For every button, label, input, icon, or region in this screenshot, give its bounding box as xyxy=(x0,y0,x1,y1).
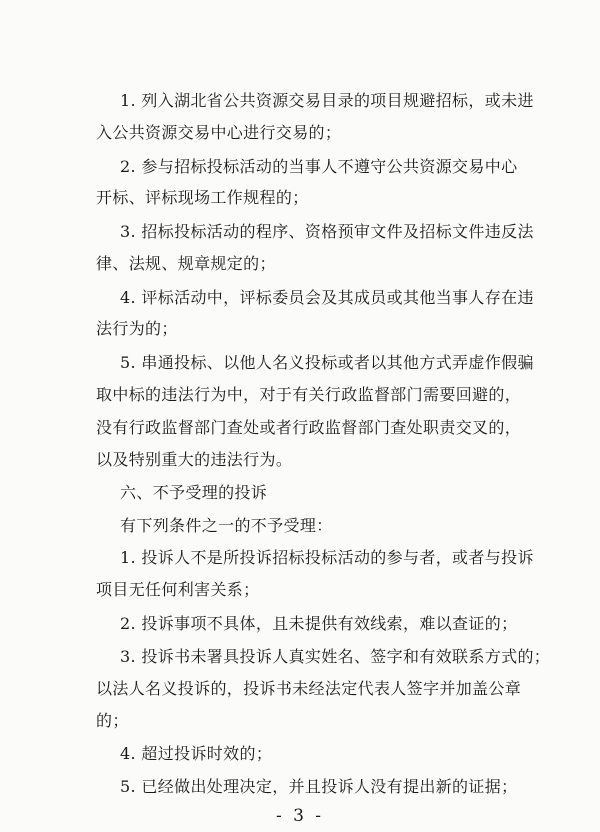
text-line: 取中标的违法行为中，对于有关行政监督部门需要回避的， xyxy=(96,385,522,404)
text-line: 1. 列入湖北省公共资源交易目录的项目规避招标，或未进 xyxy=(120,91,534,110)
text-line: 以及特别重大的违法行为。 xyxy=(96,450,293,469)
text-line: 的； xyxy=(96,711,129,730)
text-line: 入公共资源交易中心进行交易的； xyxy=(96,123,342,142)
text-line: 没有行政监督部门查处或者行政监督部门查处职责交叉的， xyxy=(96,418,522,437)
text-line: 2. 参与招标投标活动的当事人不遵守公共资源交易中心 xyxy=(120,157,518,176)
text-line: 1. 投诉人不是所投诉招标投标活动的参与者，或者与投诉 xyxy=(120,548,534,567)
text-line: 有下列条件之一的不予受理： xyxy=(120,516,333,535)
text-line: 3. 招标投标活动的程序、资格预审文件及招标文件违反法 xyxy=(120,222,534,241)
text-line: 4. 评标活动中，评标委员会及其成员或其他当事人存在违 xyxy=(120,288,534,307)
text-line: 律、法规、规章规定的； xyxy=(96,254,276,273)
text-line: 4. 超过投诉时效的； xyxy=(120,744,273,763)
section-heading: 六、不予受理的投诉 xyxy=(120,483,268,502)
page-number: - 3 - xyxy=(275,806,325,826)
text-line: 开标、评标现场工作规程的； xyxy=(96,188,309,207)
text-line: 法行为的； xyxy=(96,319,178,338)
text-line: 5. 串通投标、以他人名义投标或者以其他方式弄虚作假骗 xyxy=(120,353,534,372)
text-line: 以法人名义投诉的，投诉书未经法定代表人签字并加盖公章 xyxy=(96,679,522,698)
text-line: 2. 投诉事项不具体，且未提供有效线索，难以查证的； xyxy=(120,614,518,633)
text-line: 项目无任何利害关系； xyxy=(96,580,260,599)
text-line: 3. 投诉书未署具投诉人真实姓名、签字和有效联系方式的； xyxy=(120,647,551,666)
text-line: 5. 已经做出处理决定，并且投诉人没有提出新的证据； xyxy=(120,777,518,796)
